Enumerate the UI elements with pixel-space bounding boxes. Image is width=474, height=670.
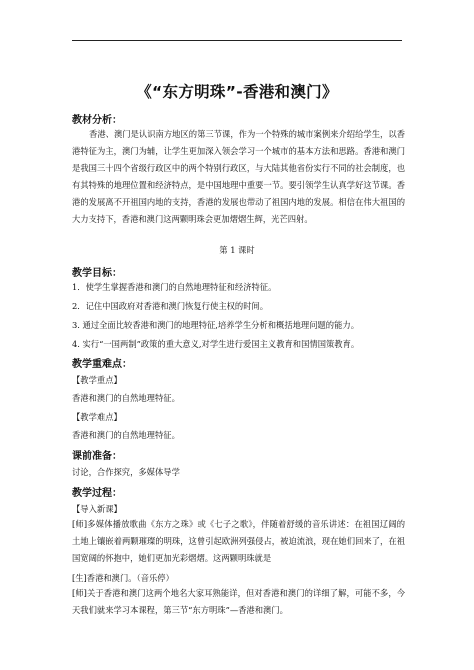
key-point-label: 【教学重点】 xyxy=(72,375,122,385)
lesson-label: 第 1 课时 xyxy=(219,245,255,255)
prep-heading: 课前准备： xyxy=(72,451,122,462)
goal-item: 2．记住中国政府对香港和澳门恢复行使主权的时间。 xyxy=(72,301,269,311)
goal-item: 4. 实行“一国两制”政策的重大意义,对学生进行爱国主义教育和国情国策教育。 xyxy=(72,339,360,349)
analysis-paragraph: 香港、澳门是认识南方地区的第三节课，作为一个特殊的城市案例来介绍给学生，以香港特征为主，澳门为辅，让学生更加深入领会学习一个城市的基本方法和思路。香港和澳门是我国三十四个省级行政区中的两个特别行政区，与大陆其他省份实行不同的社会制度，也有其特殊的地理位置和经济特点，是中国地理中重要一节。要引领学生认真学好这节课。香港的发展离不开祖国内地的支持，香港的发展也带动了祖国内地的发展。相信在伟大祖国的大力支持下，香港和澳门这两颗明珠会更加熠熠生辉，光芒四射。 xyxy=(72,129,405,224)
key-point-text: 香港和澳门的自然地理特征。 xyxy=(72,393,180,403)
analysis-heading: 教材分析： xyxy=(72,115,122,126)
prep-text: 讨论，合作探究，多媒体导学 xyxy=(72,467,180,477)
goal-item: 3. 通过全面比较香港和澳门的地理特征,培养学生分析和概括地理问题的能力。 xyxy=(72,320,359,330)
difficult-point-text: 香港和澳门的自然地理特征。 xyxy=(72,430,180,440)
intro-label: 【导入新课】 xyxy=(72,504,122,514)
difficult-point-label: 【教学难点】 xyxy=(72,412,122,422)
student-reply: [生]香港和澳门。（音乐停） xyxy=(72,573,174,583)
document-title: 《“东方明珠”-香港和澳门》 xyxy=(136,83,338,101)
teacher-speech-2: [师]关于香港和澳门这两个地名大家耳熟能详，但对香港和澳门的详细了解，可能不多，今天我们就来学习本课程，第三节“东方明珠”—香港和澳门。 xyxy=(72,588,405,615)
goal-item: 1．使学生掌握香港和澳门的自然地理特征和经济特征。 xyxy=(72,282,277,292)
keypoints-heading: 教学重难点： xyxy=(72,359,132,370)
process-heading: 教学过程： xyxy=(72,488,122,499)
teacher-speech-1: [师]多媒体播放歌曲《东方之珠》或《七子之歌》，伴随着舒缓的音乐讲述：在祖国辽阔的土地上镶嵌着两颗璀璨的明珠，这曾引起欧洲列强侵占，被迫流浪，现在她们回来了，在祖国宽阔的怀抱中，她们更加光彩熠熠。这两颗明珠就是 xyxy=(72,519,405,563)
goals-heading: 教学目标： xyxy=(72,268,122,279)
header-rule xyxy=(72,40,402,41)
